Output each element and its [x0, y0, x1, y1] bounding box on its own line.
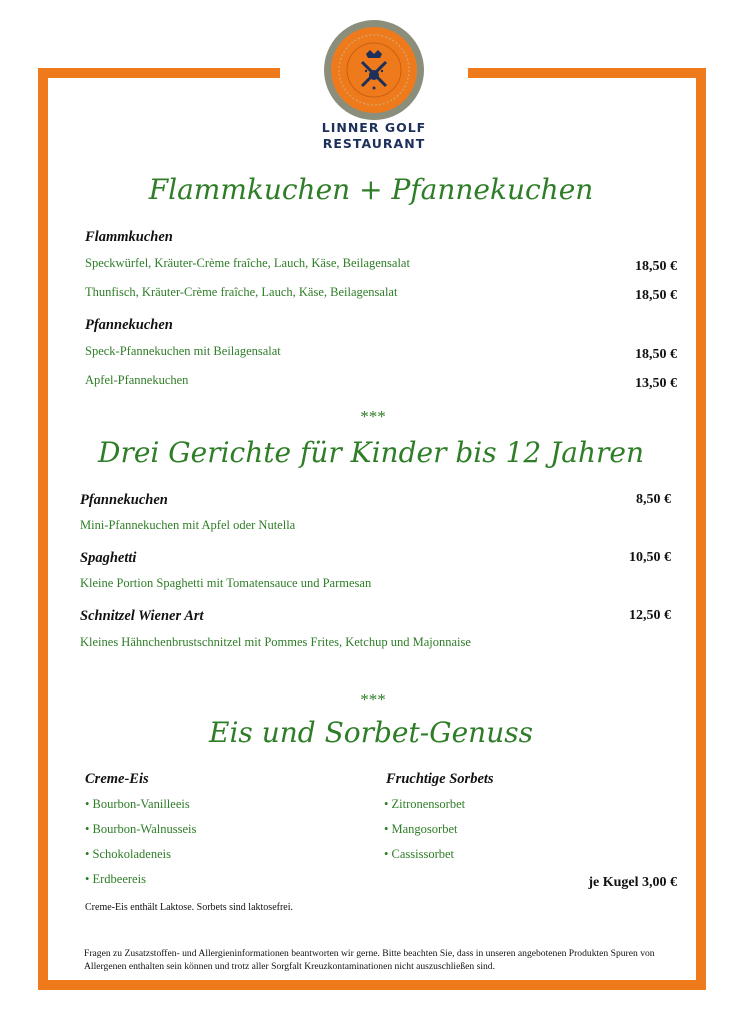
kids-item-name: Schnitzel Wiener Art — [80, 608, 204, 624]
section-title-flammkuchen: Flammkuchen + Pfannekuchen — [148, 173, 594, 206]
lactose-note: Creme-Eis enthält Laktose. Sorbets sind laktosefrei. — [85, 902, 294, 913]
menu-item-name: Apfel-Pfannekuchen — [85, 373, 189, 387]
kids-item-price: 12,50 € — [629, 608, 671, 623]
kids-item-description: Mini-Pfannekuchen mit Apfel oder Nutella — [80, 518, 296, 532]
menu-item-name: Speck-Pfannekuchen mit Beilagensalat — [85, 344, 281, 358]
creme-eis-heading: Creme-Eis — [85, 771, 149, 787]
allergen-notice: Fragen zu Zusatzstoffen- und Allergieninformationen beantworten wir gerne. Bitte beachten Sie, dass in unseren angebotenen Produkten Spuren von Allergenen enthalten sein können und trotz aller Sorgfalt Kreuzkontaminationen nicht auszuschließen sind. — [84, 948, 655, 972]
brand-line-2: RESTAURANT — [322, 136, 426, 151]
sorbet-heading: Fruchtige Sorbets — [386, 771, 494, 787]
brand-line-1: LINNER GOLF — [321, 120, 427, 135]
section-title-kinder: Drei Gerichte für Kinder bis 12 Jahren — [98, 436, 644, 469]
menu-item-price: 18,50 € — [635, 288, 677, 303]
kids-item-name: Pfannekuchen — [80, 492, 168, 508]
sorbet-item: • Cassissorbet — [384, 847, 455, 861]
menu-item-name: Thunfisch, Kräuter-Crème fraîche, Lauch, Käse, Beilagensalat — [85, 285, 398, 299]
creme-eis-item: • Bourbon-Walnusseis — [85, 822, 197, 836]
separator: *** — [360, 690, 386, 709]
creme-eis-item: • Bourbon-Vanilleeis — [85, 797, 190, 811]
kids-item-description: Kleines Hähnchenbrustschnitzel mit Pommes Frites, Ketchup und Majonnaise — [80, 635, 471, 649]
sorbet-item: • Zitronensorbet — [384, 797, 466, 811]
section-title-eis: Eis und Sorbet-Genuss — [209, 716, 533, 749]
creme-eis-item: • Erdbeereis — [85, 872, 146, 886]
menu-item-price: 18,50 € — [635, 347, 677, 362]
scoop-price: je Kugel 3,00 € — [588, 875, 677, 890]
creme-eis-item: • Schokoladeneis — [85, 847, 171, 861]
category-heading: Flammkuchen — [85, 229, 173, 245]
frame-top-left — [38, 68, 280, 78]
category-heading: Pfannekuchen — [85, 317, 173, 333]
kids-item-price: 8,50 € — [636, 492, 671, 507]
golf-logo-icon — [322, 18, 426, 122]
brand-name — [290, 120, 458, 152]
frame-left — [38, 68, 48, 990]
separator: *** — [360, 407, 386, 426]
kids-item-description: Kleine Portion Spaghetti mit Tomatensauce und Parmesan — [80, 576, 372, 590]
frame-top-right — [468, 68, 706, 78]
kids-item-name: Spaghetti — [80, 550, 137, 566]
frame-right — [696, 68, 706, 990]
kids-item-price: 10,50 € — [629, 550, 671, 565]
frame-bottom — [38, 980, 706, 990]
menu-item-name: Speckwürfel, Kräuter-Crème fraîche, Lauch, Käse, Beilagensalat — [85, 256, 410, 270]
menu-item-price: 18,50 € — [635, 259, 677, 274]
sorbet-item: • Mangosorbet — [384, 822, 458, 836]
menu-item-price: 13,50 € — [635, 376, 677, 391]
